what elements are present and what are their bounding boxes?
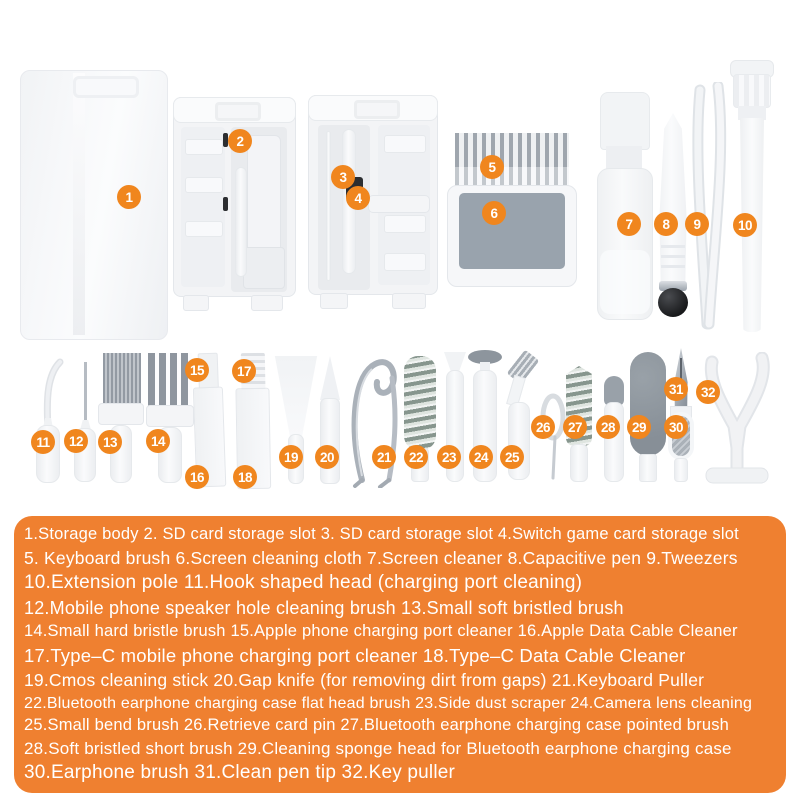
brush-ferrule	[98, 403, 144, 425]
tool-handle	[570, 444, 588, 482]
spiral-flat-brush-image	[404, 356, 438, 482]
item-marker-32: 32	[696, 380, 720, 404]
gap-knife-image	[318, 356, 342, 484]
tool-handle	[639, 454, 657, 482]
earphone-brush-pad	[668, 412, 694, 460]
side-dust-scraper-image	[442, 352, 468, 482]
sd-storage-tower-right-image	[308, 95, 438, 310]
item-marker-22: 22	[404, 445, 428, 469]
tower-slot-dark	[223, 197, 228, 211]
item-marker-30: 30	[664, 415, 688, 439]
spiral-pointed-brush-image	[564, 366, 594, 482]
knife-tip	[320, 356, 340, 400]
item-marker-11: 11	[31, 430, 55, 454]
storage-body-top-slot	[73, 76, 139, 98]
tower-top-hole	[354, 100, 400, 119]
storage-body-image	[20, 70, 168, 340]
tool-handle	[473, 370, 497, 482]
tower-top-hole	[215, 102, 261, 121]
knife-body	[320, 398, 340, 484]
key-puller-image	[700, 352, 774, 490]
tool-handle	[288, 434, 304, 484]
legend-line: 1.Storage body 2. SD card storage slot 3. SD card storage slot 4.Switch game card storage slot	[24, 525, 739, 543]
cleaner-body	[235, 388, 271, 490]
bottle-in-tower	[247, 135, 281, 257]
legend-line: 17.Type–C mobile phone charging port cleaner 18.Type–C Data Cable Cleaner	[24, 644, 686, 666]
legend-line: 28.Soft bristled short brush 29.Cleaning sponge head for Bluetooth earphone charging case	[24, 738, 732, 758]
cmos-stick-image	[274, 356, 318, 484]
tower-shelf	[384, 135, 426, 153]
legend-line: 22.Bluetooth earphone charging case flat head brush 23.Side dust scraper 24.Camera lens cleaning	[24, 694, 753, 712]
pole-collar	[738, 106, 766, 120]
item-marker-10: 10	[733, 213, 757, 237]
item-marker-7: 7	[617, 212, 641, 236]
keyboard-puller-image	[348, 356, 400, 488]
typec-cleaner-stick-image	[233, 353, 273, 490]
pole-shaft	[740, 118, 764, 332]
spray-bottle-image	[597, 92, 654, 322]
pen-in-tower	[235, 167, 247, 277]
extension-pole-image	[730, 60, 774, 332]
speaker-hole-brush-image	[72, 362, 98, 482]
legend-line: 14.Small hard bristle brush 15.Apple phone charging port cleaner 16.Apple Data Cable Cleaner	[24, 622, 738, 640]
tower-foot	[392, 293, 426, 309]
item-marker-15: 15	[185, 358, 209, 382]
tool-handle	[411, 448, 429, 482]
bottle-collar	[606, 146, 642, 170]
bend-brush-image	[502, 350, 538, 482]
tool-body	[604, 402, 624, 482]
hard-bristle-brush-image	[146, 353, 194, 483]
item-marker-8: 8	[654, 212, 678, 236]
item-marker-4: 4	[346, 186, 370, 210]
brush-bristles	[103, 353, 141, 405]
legend-line: 30.Earphone brush 31.Clean pen tip 32.Key puller	[24, 762, 456, 783]
cleaner-body	[193, 386, 226, 487]
tower-slot-dark	[223, 133, 228, 147]
item-marker-6: 6	[482, 201, 506, 225]
item-marker-18: 18	[233, 465, 257, 489]
game-card-slot-dark	[346, 177, 363, 200]
brush-tufts	[148, 353, 192, 407]
legend-line: 10.Extension pole 11.Hook shaped head (charging port cleaning)	[24, 572, 583, 593]
storage-body-edge-highlight	[73, 73, 85, 335]
spatula-blade	[274, 356, 318, 436]
keyboard-brush-cloth-image	[447, 133, 577, 287]
legend-line: 5. Keyboard brush 6.Screen cleaning cloth 7.Screen cleaner 8.Capacitive pen 9.Tweezers	[24, 547, 738, 568]
cleaning-cloth	[459, 193, 565, 269]
item-marker-12: 12	[64, 429, 88, 453]
item-marker-9: 9	[685, 212, 709, 236]
tower-foot	[183, 295, 209, 311]
sponge	[630, 352, 666, 456]
short-soft-brush-image	[600, 376, 628, 482]
bottle-cap	[600, 92, 650, 150]
pen-ring	[661, 265, 685, 268]
cleaner-tip	[198, 353, 219, 390]
item-marker-21: 21	[372, 445, 396, 469]
scraper-body	[446, 370, 464, 482]
item-marker-28: 28	[596, 415, 620, 439]
pen-in-tower	[342, 129, 356, 274]
tweezer-in-tower	[326, 131, 331, 281]
tower-shelf	[185, 139, 223, 155]
item-marker-19: 19	[279, 445, 303, 469]
tower-shelf	[185, 177, 223, 193]
item-marker-25: 25	[500, 445, 524, 469]
hook-head-tool-image	[34, 356, 64, 484]
item-marker-24: 24	[469, 445, 493, 469]
item-marker-20: 20	[315, 445, 339, 469]
tower-latch	[368, 195, 430, 213]
apple-cleaner-stick-image	[190, 352, 229, 489]
item-marker-14: 14	[146, 429, 170, 453]
item-marker-29: 29	[627, 415, 651, 439]
spiral-bristles	[404, 356, 436, 450]
legend-line: 25.Small bend brush 26.Retrieve card pin 27.Bluetooth earphone charging case pointed brush	[24, 716, 730, 734]
bottle-base-in-tower	[243, 247, 285, 289]
scraper-flare-tip	[444, 352, 466, 372]
tool-handle	[110, 425, 132, 483]
nib-slit	[680, 358, 682, 388]
item-marker-16: 16	[185, 465, 209, 489]
item-marker-23: 23	[437, 445, 461, 469]
tool-handle	[508, 402, 530, 480]
sponge-head-image	[630, 352, 668, 482]
tweezers-image	[686, 82, 730, 330]
tower-shelf	[384, 215, 426, 233]
pole-cap-fluted	[733, 74, 771, 108]
pen-ring	[661, 255, 685, 258]
legend-panel	[14, 516, 786, 793]
tower-shelf	[185, 221, 223, 237]
spiral-bristles	[566, 366, 592, 446]
tower-foot	[320, 293, 348, 309]
item-marker-31: 31	[664, 377, 688, 401]
pen-ring	[661, 245, 685, 248]
tool-handle	[36, 425, 60, 483]
brush-ferrule	[146, 405, 194, 427]
item-marker-5: 5	[480, 155, 504, 179]
needle-bristle	[84, 362, 87, 428]
tower-shelf	[384, 253, 426, 271]
legend-line: 19.Cmos cleaning stick 20.Gap knife (for removing dirt from gaps) 21.Keyboard Puller	[24, 670, 705, 690]
pen-tip-brush-combo-image	[666, 348, 696, 482]
camera-lens-tool-image	[468, 350, 502, 482]
item-marker-3: 3	[331, 165, 355, 189]
pen-rubber-tip	[658, 288, 688, 317]
bottle-liquid	[600, 250, 650, 314]
sd-storage-tower-left-image	[173, 97, 296, 312]
legend-line: 12.Mobile phone speaker hole cleaning brush 13.Small soft bristled brush	[24, 597, 624, 618]
item-marker-17: 17	[232, 359, 256, 383]
item-marker-27: 27	[563, 415, 587, 439]
item-marker-2: 2	[228, 129, 252, 153]
tool-handle	[158, 427, 182, 483]
item-marker-13: 13	[98, 430, 122, 454]
soft-bristle-brush-image	[98, 353, 146, 483]
pen-shaft	[656, 113, 690, 287]
cleaner-ridged-tip	[241, 353, 266, 390]
item-marker-26: 26	[531, 415, 555, 439]
tower-foot	[251, 295, 283, 311]
tool-handle	[674, 458, 688, 482]
tool-handle	[74, 428, 96, 482]
item-marker-1: 1	[117, 185, 141, 209]
